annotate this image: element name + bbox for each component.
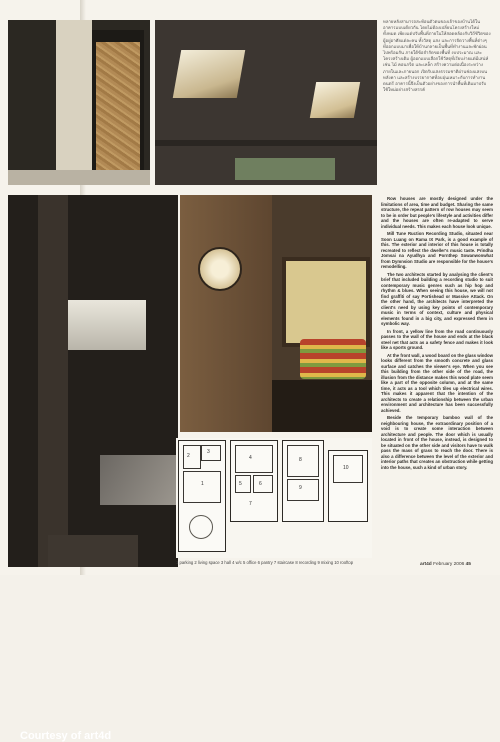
plan-label: 10 xyxy=(343,465,349,471)
issue-date: February 2006 xyxy=(433,562,465,567)
photo-cushions xyxy=(300,339,366,379)
photo-wall xyxy=(56,20,92,185)
photo-round-window xyxy=(198,247,242,291)
plan-label: 2 xyxy=(187,453,190,459)
plan-label: 8 xyxy=(299,457,302,463)
floor-plan-roof xyxy=(328,450,368,522)
floor-plans xyxy=(176,438,372,558)
photo-doorway xyxy=(8,20,150,185)
photo-desk xyxy=(48,535,138,567)
plan-label: 7 xyxy=(249,501,252,507)
photo-skylight-right xyxy=(310,82,360,118)
body-paragraph: Mill Tune Ruction Recording Studio, situated near Soon Luang on Rama IX Park, is a good example of this. The exterior and interior of this house is totally recreated to reflect the dweller's music taste. Prindha Jomsai na Ayudhya and Pornthep Sowanwonwhat from Dymnsion Studio are responsible for the house's remodelling. xyxy=(381,231,493,269)
plan-label: 5 xyxy=(239,481,242,487)
plan-label: 4 xyxy=(249,455,252,461)
photo-wooden-door xyxy=(96,42,140,170)
photo-credit: Courtesy of art4d xyxy=(20,730,112,742)
photo-round-window-room xyxy=(180,195,372,432)
photo-floor xyxy=(8,170,150,185)
photo-equipment xyxy=(100,455,178,505)
plan-label: 1 xyxy=(201,481,204,487)
body-paragraph: Beside the temporary bamboo wall of the neighbouring house, the extraordinary position of a void is to create some interaction between architecture and people. The door which is usually located in front of the house, instead, is designed to be situated on the other side and visitors have to walk pass the mass of grass to reach the door. There is also a difference between the level of the exterior and interior paths that creates an obstruction while getting into the house, such a kind of urban story. xyxy=(381,415,493,470)
body-paragraph: At the front wall, a wood board on the glass window looks different from the smooth concrete and glass surface and catches the viewer's eye. When you see this building from the other side of the road, the illusion from the distance makes this wood plate seem like a part of the opposite column, and at the same time, it acts as a tool which tiles up electrical wires. This makes it apparent that the intention of the architects to create a relationship between the urban environment and architecture has been successfully achieved. xyxy=(381,352,493,413)
plan-label: 3 xyxy=(207,449,210,455)
photo-skylight-left xyxy=(173,50,245,98)
plan-legend: 1 parking 2 living space 3 hall 4 w/c 5 office 6 pantry 7 staircase 8 recording 9 mixing 10 rooftop xyxy=(176,560,354,565)
page-number: 45 xyxy=(465,562,471,567)
photo-skylights xyxy=(155,20,377,185)
floor-plan-third xyxy=(282,440,324,522)
photo-lit-window xyxy=(68,300,146,350)
floor-plan-ground xyxy=(178,440,226,552)
thai-text-column: หลายหลังสามารถสะท้อนตัวตนของเจ้าของบ้านได้ในอาคารแบบเดียวกัน โดยไม่ต้องเปลี่ยนโครงสร้างใหม่ทั้งหมด เพียงแต่ปรับพื้นที่ภายในให้สอดคล้องกับวิถีชีวิตของผู้อยู่อาศัยแต่ละคน ทั้งวัสดุ แสง และการจัดวางพื้นที่ต่างๆ ที่ออกแบบมาเพื่อให้บ้านกลายเป็นพื้นที่ทำงานและพักผ่อนไปพร้อมกัน ภายใต้ข้อจำกัดของพื้นที่ งบประมาณ และโครงสร้างเดิม ผู้ออกแบบเลือกใช้วัสดุที่เรียบง่ายแต่มีเสน่ห์ เช่น ไม้ คอนกรีต และเหล็ก สร้างความต่อเนื่องระหว่างภายในและภายนอก เปิดรับแสงธรรมชาติผ่านช่องแสงบนหลังคา และสร้างบรรยากาศที่อบอุ่นเหมาะกับการทำงานดนตรี อาคารนี้จึงเป็นตัวอย่างของการนำพื้นที่เดิมมาปรับใช้ใหม่อย่างสร้างสรรค์ xyxy=(383,20,491,94)
photo-ceiling-beam xyxy=(155,140,377,146)
floor-plan-second xyxy=(230,440,278,522)
body-paragraph: Row houses are mostly designed under the limitations of area, time and budget. Sharing the same structure, the repeat pattern of row houses may seem to be in order but people's lifestyle and activities differ and the houses are often re-adapted to serve individual needs. This makes each house look unique. xyxy=(381,196,493,229)
plan-label: 6 xyxy=(259,481,262,487)
english-text-column xyxy=(381,196,493,552)
photo-studio-interior xyxy=(8,195,178,742)
magazine-name: art4d xyxy=(420,562,432,567)
photo-column xyxy=(38,195,68,567)
photo-window xyxy=(235,158,335,180)
body-paragraph: The two architects started by analysing the client's brief that included building a recording studio to suit contemporary music genres such as hip hop and rhythm & blues. When seeing this house, we will not find graffiti of say Portishead or Massive Attack. On the other hand, the architects have interpreted the client's need by using key points of contemporary music in terms of context, culture and physical elements found in a big city, and expressed them in symbolic way. xyxy=(381,271,493,326)
body-paragraph: In front, a yellow line from the road continuously passes to the wall of the house and ends at the black steel net that acts as a safety fence and makes it look like a sports ground. xyxy=(381,328,493,350)
plan-label: 9 xyxy=(299,485,302,491)
photo-wood-wall xyxy=(180,195,272,432)
tree-icon xyxy=(189,515,213,539)
page-footer xyxy=(420,562,471,567)
photo-window-frame xyxy=(282,257,370,347)
photo-shadow xyxy=(272,380,372,432)
